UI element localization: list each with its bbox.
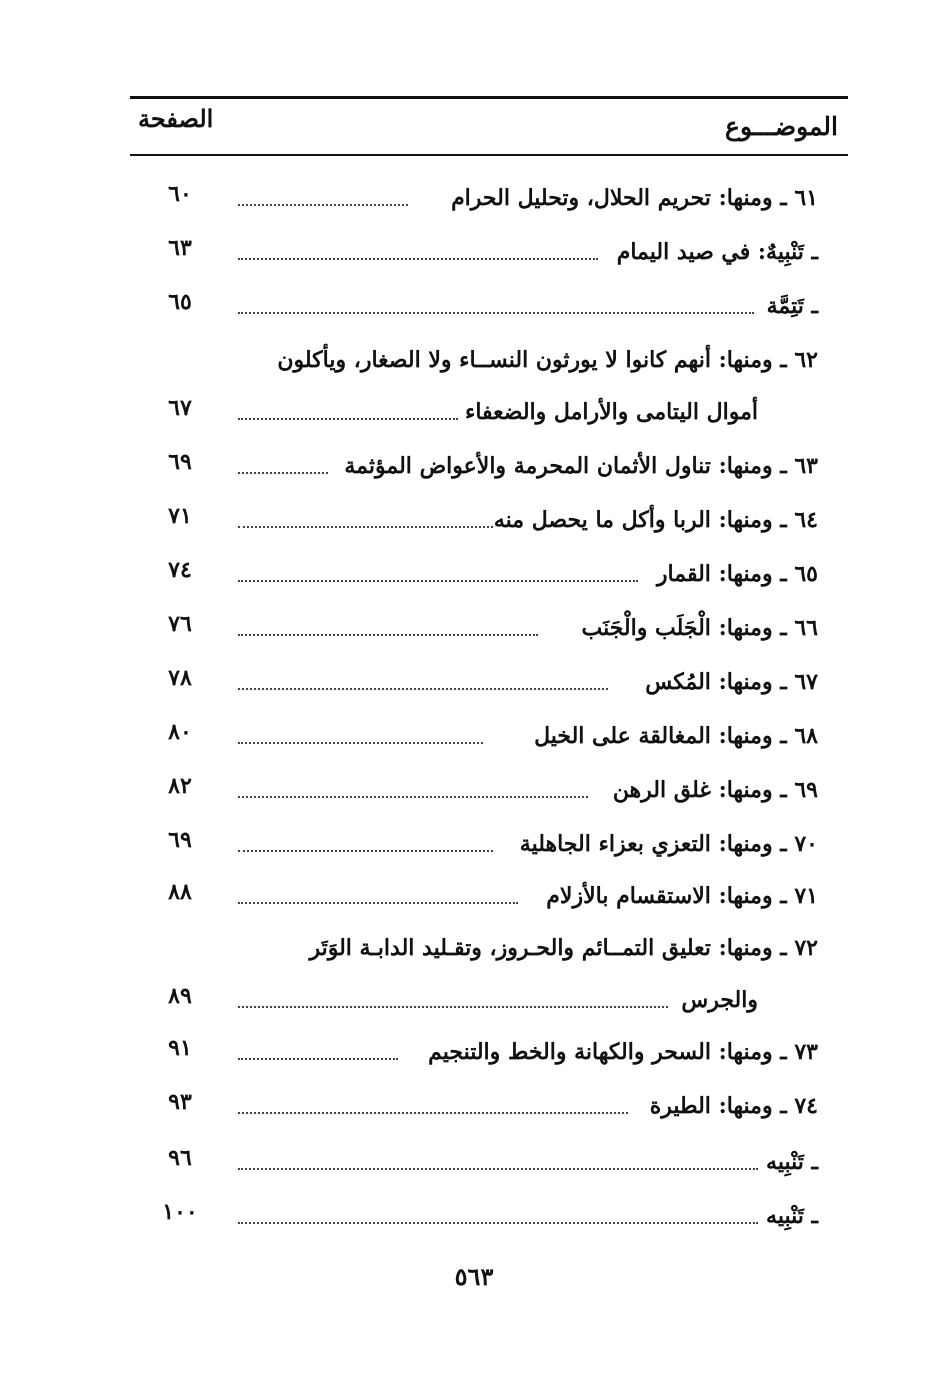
toc-entry [130,232,848,274]
dot-leader [238,634,538,636]
entry-page-number: ٨٠ [168,719,192,745]
page-column-header: الصفحة [138,104,214,133]
dot-leader [238,526,493,528]
dot-leader [238,312,754,314]
toc-entry [130,770,848,812]
topic-column-header: الموضـــوع [725,112,838,141]
dot-leader [238,204,408,206]
entry-page-number: ٦٠ [168,181,192,207]
entry-title: ٦٥ ـ ومنها: القمار [656,561,818,587]
entry-title: ٧٠ ـ ومنها: التعزي بعزاء الجاهلية [519,831,818,857]
entry-page-number: ٧٤ [168,557,192,583]
toc-entry [130,500,848,542]
toc-entry [130,554,848,596]
entry-title: ٦٣ ـ ومنها: تناول الأثمان المحرمة والأعواض المؤثمة [344,453,818,479]
entry-title: ٦٨ ـ ومنها: المغالقة على الخيل [534,723,818,749]
entry-title: ٦٢ ـ ومنها: أنهم كانوا لا يورثون النســاء ولا الصغار، ويأكلون [277,347,818,373]
toc-entry [130,446,848,488]
entry-title: والجرس [681,987,758,1013]
dot-leader [238,850,493,852]
entry-title: ـ تَنْبِيه [766,1203,818,1229]
toc-entry [130,1196,848,1238]
entry-page-number: ٧٦ [168,611,192,637]
entry-title: ٦٦ ـ ومنها: الْجَلَب والْجَنَب [581,615,818,641]
entry-page-number: ٦٥ [168,289,192,315]
dot-leader [238,1058,398,1060]
entry-title: ـ تَتِمَّة [766,293,818,319]
toc-entry [130,178,848,220]
entry-title: ٦٤ ـ ومنها: الربا وأكل ما يحصل منه [493,507,818,533]
toc-entry [130,928,848,970]
header-rule-bottom [130,154,848,156]
entry-title: ٧٤ ـ ومنها: الطيرة [649,1093,818,1119]
dot-leader [238,688,608,690]
entry-page-number: ٩١ [168,1035,192,1061]
entry-title: أموال اليتامى والأرامل والضعفاء [464,399,758,425]
dot-leader [238,1112,628,1114]
entry-page-number: ٧١ [168,503,192,529]
entry-page-number: ٦٣ [168,235,192,261]
entry-page-number: ٨٨ [168,879,192,905]
toc-entry [130,1086,848,1128]
entry-page-number: ٦٩ [168,449,192,475]
entry-title: ـ تَنْبِيهٌ: في صيد اليمام [616,239,818,265]
entry-title: ٦٧ ـ ومنها: المُكس [645,669,818,695]
entry-page-number: ٨٩ [168,983,192,1009]
toc-entry [130,1142,848,1184]
toc-entry [130,662,848,704]
dot-leader [238,902,518,904]
entry-title: ٧٣ ـ ومنها: السحر والكهانة والخط والتنجيم [428,1039,818,1065]
toc-entry [130,1032,848,1074]
dot-leader [238,796,588,798]
dot-leader [238,418,458,420]
entry-title: ٦٩ ـ ومنها: غلق الرهن [612,777,818,803]
toc-entry [130,824,848,866]
entry-title: ـ تَنْبِيه [766,1149,818,1175]
toc-entry [130,286,848,328]
entry-page-number: ٩٣ [168,1089,192,1115]
dot-leader [238,580,638,582]
toc-entry [130,716,848,758]
toc-entry [130,340,848,382]
page-number-footer: ٥٦٣ [454,1262,494,1291]
entry-title: ٧١ ـ ومنها: الاستقسام بالأزلام [546,883,818,909]
dot-leader [238,1222,758,1224]
entry-page-number: ٩٦ [168,1145,192,1171]
entry-page-number: ٨٢ [168,773,192,799]
dot-leader [238,742,483,744]
dot-leader [238,472,328,474]
toc-entry [130,876,848,918]
entry-title: ٦١ ـ ومنها: تحريم الحلال، وتحليل الحرام [451,185,818,211]
toc-entry [130,608,848,650]
toc-entry [130,392,848,434]
entry-page-number: ١٠٠ [162,1199,198,1225]
toc-entry [130,980,848,1022]
entry-title: ٧٢ ـ ومنها: تعليق التمــائم والحـروز، وتقـليد الدابـة الوَتَر [309,935,818,961]
entry-page-number: ٦٧ [168,395,192,421]
header-rule-top [130,96,848,99]
dot-leader [238,1168,758,1170]
entry-page-number: ٧٨ [168,665,192,691]
dot-leader [238,1006,668,1008]
dot-leader [238,258,598,260]
entry-page-number: ٦٩ [168,827,192,853]
